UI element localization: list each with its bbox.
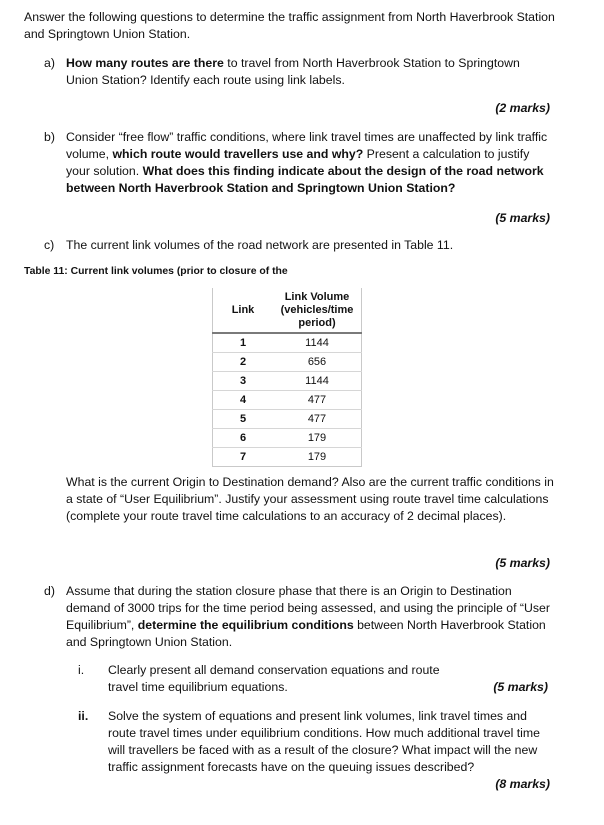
question-b-label: b) xyxy=(44,130,55,144)
question-d-ii-marks: (8 marks) xyxy=(495,777,550,791)
cell-link: 4 xyxy=(213,391,274,410)
cell-volume: 179 xyxy=(273,448,362,467)
question-d-label: d) xyxy=(44,584,55,598)
question-d-text-2: between North Haverbrook Station and Springtown Union Station. xyxy=(66,618,546,649)
cell-volume: 477 xyxy=(273,410,362,429)
question-c-marks: (5 marks) xyxy=(495,556,550,570)
cell-volume: 477 xyxy=(273,391,362,410)
question-a-text: to travel from North Haverbrook Station to Springtown Union Station? Identify each route using link labels. xyxy=(66,56,520,87)
question-a xyxy=(44,55,554,89)
table-row xyxy=(213,429,362,448)
table-header-row xyxy=(213,288,362,333)
question-d-i xyxy=(66,662,548,696)
question-c-followup-text: What is the current Origin to Destination demand? Also are the current traffic conditions in a state of “User Equilibrium”. Justify your assessment using route travel time calculations (complete your route travel time calculations to an accuracy of 2 decimal places). xyxy=(66,475,554,523)
cell-volume: 1144 xyxy=(273,333,362,353)
question-b-marks: (5 marks) xyxy=(495,211,550,225)
table-row xyxy=(213,333,362,353)
question-d-bold: determine the equilibrium conditions xyxy=(137,618,354,632)
question-d-ii-label: ii. xyxy=(78,709,89,723)
question-d-ii-text: Solve the system of equations and present link volumes, link travel times and route travel times under equilibrium conditions. How much additional travel time will travellers be faced with as a result of the closure? What impact will the new traffic assignment forecasts have on the queuing issues described? xyxy=(108,709,540,774)
question-c-text: The current link volumes of the road network are presented in Table 11. xyxy=(66,238,454,252)
question-c-label: c) xyxy=(44,238,55,252)
question-b xyxy=(44,129,554,197)
question-d-i-label: i. xyxy=(78,663,85,677)
table-row xyxy=(213,353,362,372)
question-d-i-marks: (5 marks) xyxy=(493,680,548,694)
question-d xyxy=(44,583,554,651)
intro-paragraph: Answer the following questions to determine the traffic assignment from North Haverbrook Station and Springtown Union Station. xyxy=(24,10,555,41)
link-volume-table xyxy=(212,288,362,467)
cell-link: 6 xyxy=(213,429,274,448)
question-a-label: a) xyxy=(44,56,55,70)
question-b-bold-2: What does this finding indicate about the design of the road network between North Haverbrook Station and Springtown Union Station? xyxy=(66,164,544,195)
question-a-marks: (2 marks) xyxy=(495,101,550,115)
table-row xyxy=(213,391,362,410)
cell-volume: 1144 xyxy=(273,372,362,391)
table-row xyxy=(213,410,362,429)
cell-volume: 179 xyxy=(273,429,362,448)
cell-link: 7 xyxy=(213,448,274,467)
cell-volume: 656 xyxy=(273,353,362,372)
cell-link: 2 xyxy=(213,353,274,372)
table-row xyxy=(213,372,362,391)
question-b-bold-1: which route would travellers use and why? xyxy=(112,147,364,161)
table-row xyxy=(213,448,362,467)
question-c xyxy=(44,237,554,254)
question-a-bold: How many routes are there xyxy=(66,56,224,70)
header-link-volume: Link Volume (vehicles/time period) xyxy=(273,288,362,333)
cell-link: 3 xyxy=(213,372,274,391)
cell-link: 1 xyxy=(213,333,274,353)
question-c-followup xyxy=(44,474,554,525)
question-b-text-1: Consider “free flow” traffic conditions, where link travel times are unaffected by link traffic volume, xyxy=(66,130,548,161)
table-caption: Table 11: Current link volumes (prior to closure of the xyxy=(24,266,288,277)
header-link: Link xyxy=(213,288,274,333)
question-d-ii xyxy=(66,708,548,776)
question-b-text-2: Present a calculation to justify your solution. xyxy=(66,147,530,178)
question-d-text-1: Assume that during the station closure phase that there is an Origin to Destination demand of 3000 trips for the time period being assessed, and using the principle of “User Equilibrium”, xyxy=(66,584,550,632)
cell-link: 5 xyxy=(213,410,274,429)
question-d-i-text: Clearly present all demand conservation equations and route travel time equilibrium equations. xyxy=(108,663,440,694)
